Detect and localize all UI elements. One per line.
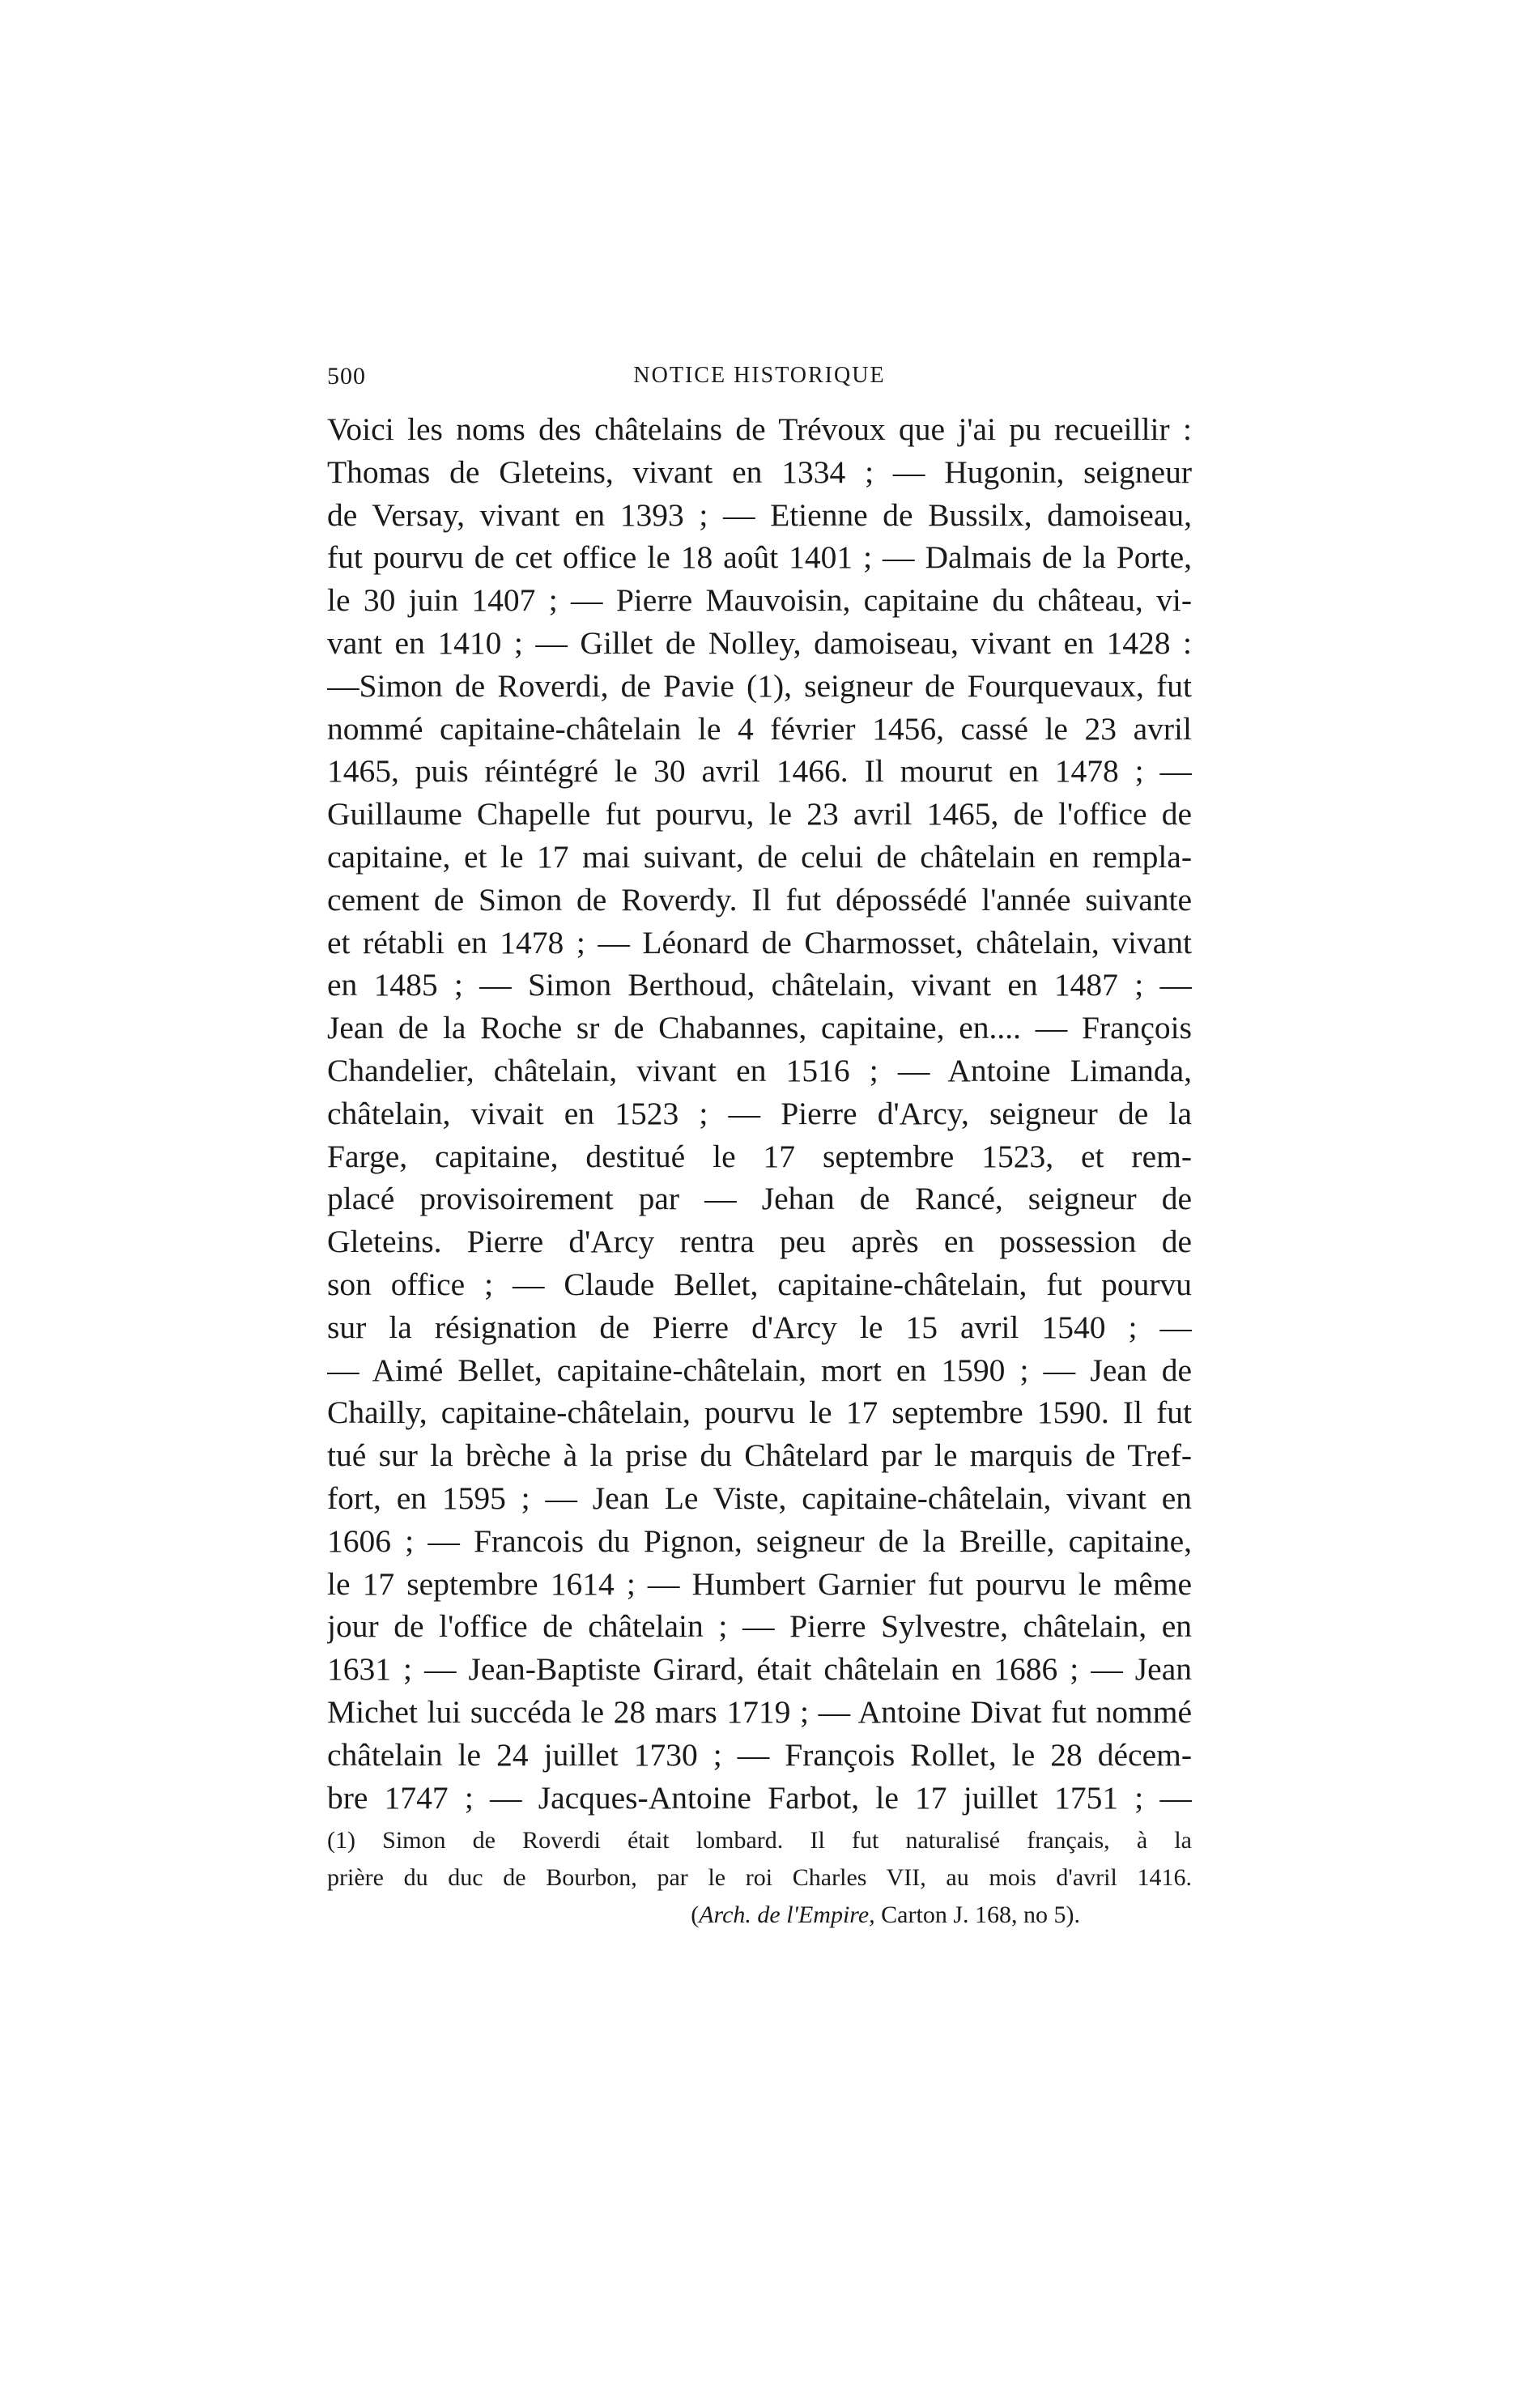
text-line: et rétabli en 1478 ; — Léonard de Charmosset, châtelain, vivant [327,924,1192,960]
text-line: le 30 juin 1407 ; — Pierre Mauvoisin, capitaine du château, vi- [327,582,1192,619]
text-line: son office ; — Claude Bellet, capitaine-châtelain, fut pourvu [327,1266,1192,1302]
text-line: fut pourvu de cet office le 18 août 1401 ; — Dalmais de la Porte, [327,539,1192,576]
text-line: bre 1747 ; — Jacques-Antoine Farbot, le 17 juillet 1751 ; — [327,1779,1192,1816]
text-line: Guillaume Chapelle fut pourvu, le 23 avril 1465, de l'office de [327,796,1192,832]
text-line: placé provisoirement par — Jehan de Rancé, seigneur de [327,1181,1192,1217]
text-line: en 1485 ; — Simon Berthoud, châtelain, vivant en 1487 ; — [327,967,1192,1003]
text-line: Farge, capitaine, destitué le 17 septembre 1523, et rem- [327,1138,1192,1174]
running-title: NOTICE HISTORIQUE [633,363,886,388]
text-line: vant en 1410 ; — Gillet de Nolley, damoiseau, vivant en 1428 : [327,624,1192,661]
footnote-source: (Arch. de l'Empire, Carton J. 168, no 5). [691,1901,1080,1928]
text-line: Chailly, capitaine-châtelain, pourvu le 17 septembre 1590. Il fut [327,1394,1192,1431]
text-line: châtelain le 24 juillet 1730 ; — François Rollet, le 28 décem- [327,1736,1192,1773]
text-line: Gleteins. Pierre d'Arcy rentra peu après en possession de [327,1224,1192,1260]
text-line: cement de Simon de Roverdy. Il fut dépossédé l'année suivante [327,881,1192,918]
text-line: de Versay, vivant en 1393 ; — Etienne de Bussilx, damoiseau, [327,496,1192,533]
text-line: Chandelier, châtelain, vivant en 1516 ; — Antoine Limanda, [327,1052,1192,1088]
text-line: sur la résignation de Pierre d'Arcy le 15 avril 1540 ; — [327,1309,1192,1345]
text-line: 1606 ; — Francois du Pignon, seigneur de la Breille, capitaine, [327,1522,1192,1559]
text-line: Michet lui succéda le 28 mars 1719 ; — Antoine Divat fut nommé [327,1693,1192,1730]
text-line: le 17 septembre 1614 ; — Humbert Garnier fut pourvu le même [327,1565,1192,1602]
text-line: Voici les noms des châtelains de Trévoux que j'ai pu recueillir : [327,411,1192,447]
text-line: châtelain, vivait en 1523 ; — Pierre d'Arcy, seigneur de la [327,1095,1192,1131]
text-line: — Aimé Bellet, capitaine-châtelain, mort en 1590 ; — Jean de [327,1352,1192,1388]
text-line: fort, en 1595 ; — Jean Le Viste, capitaine-châtelain, vivant en [327,1480,1192,1516]
text-line: nommé capitaine-châtelain le 4 février 1456, cassé le 23 avril [327,710,1192,747]
text-line: jour de l'office de châtelain ; — Pierre Sylvestre, châtelain, en [327,1608,1192,1645]
text-line: 1465, puis réintégré le 30 avril 1466. Il mourut en 1478 ; — [327,753,1192,790]
text-line: —Simon de Roverdi, de Pavie (1), seigneur de Fourquevaux, fut [327,667,1192,704]
text-line: Thomas de Gleteins, vivant en 1334 ; — Hugonin, seigneur [327,453,1192,490]
footnote-line: (1) Simon de Roverdi était lombard. Il fut naturalisé français, à la [327,1827,1192,1854]
text-line: capitaine, et le 17 mai suivant, de celui de châtelain en rempla- [327,838,1192,875]
footnote-source-rest: Carton J. 168, no 5). [881,1901,1080,1928]
body-text [327,408,1192,1819]
footnote-source-italic: Arch. de l'Empire, [699,1901,875,1928]
text-line: Jean de la Roche sr de Chabannes, capitaine, en.... — François [327,1010,1192,1046]
page-number: 500 [327,363,366,390]
footnote [327,1822,1192,1934]
footnote-line: prière du duc de Bourbon, par le roi Charles VII, au mois d'avril 1416. [327,1864,1192,1891]
page-header [327,363,1192,395]
text-line: 1631 ; — Jean-Baptiste Girard, était châtelain en 1686 ; — Jean [327,1651,1192,1688]
text-line: tué sur la brèche à la prise du Châtelard par le marquis de Tref- [327,1437,1192,1474]
